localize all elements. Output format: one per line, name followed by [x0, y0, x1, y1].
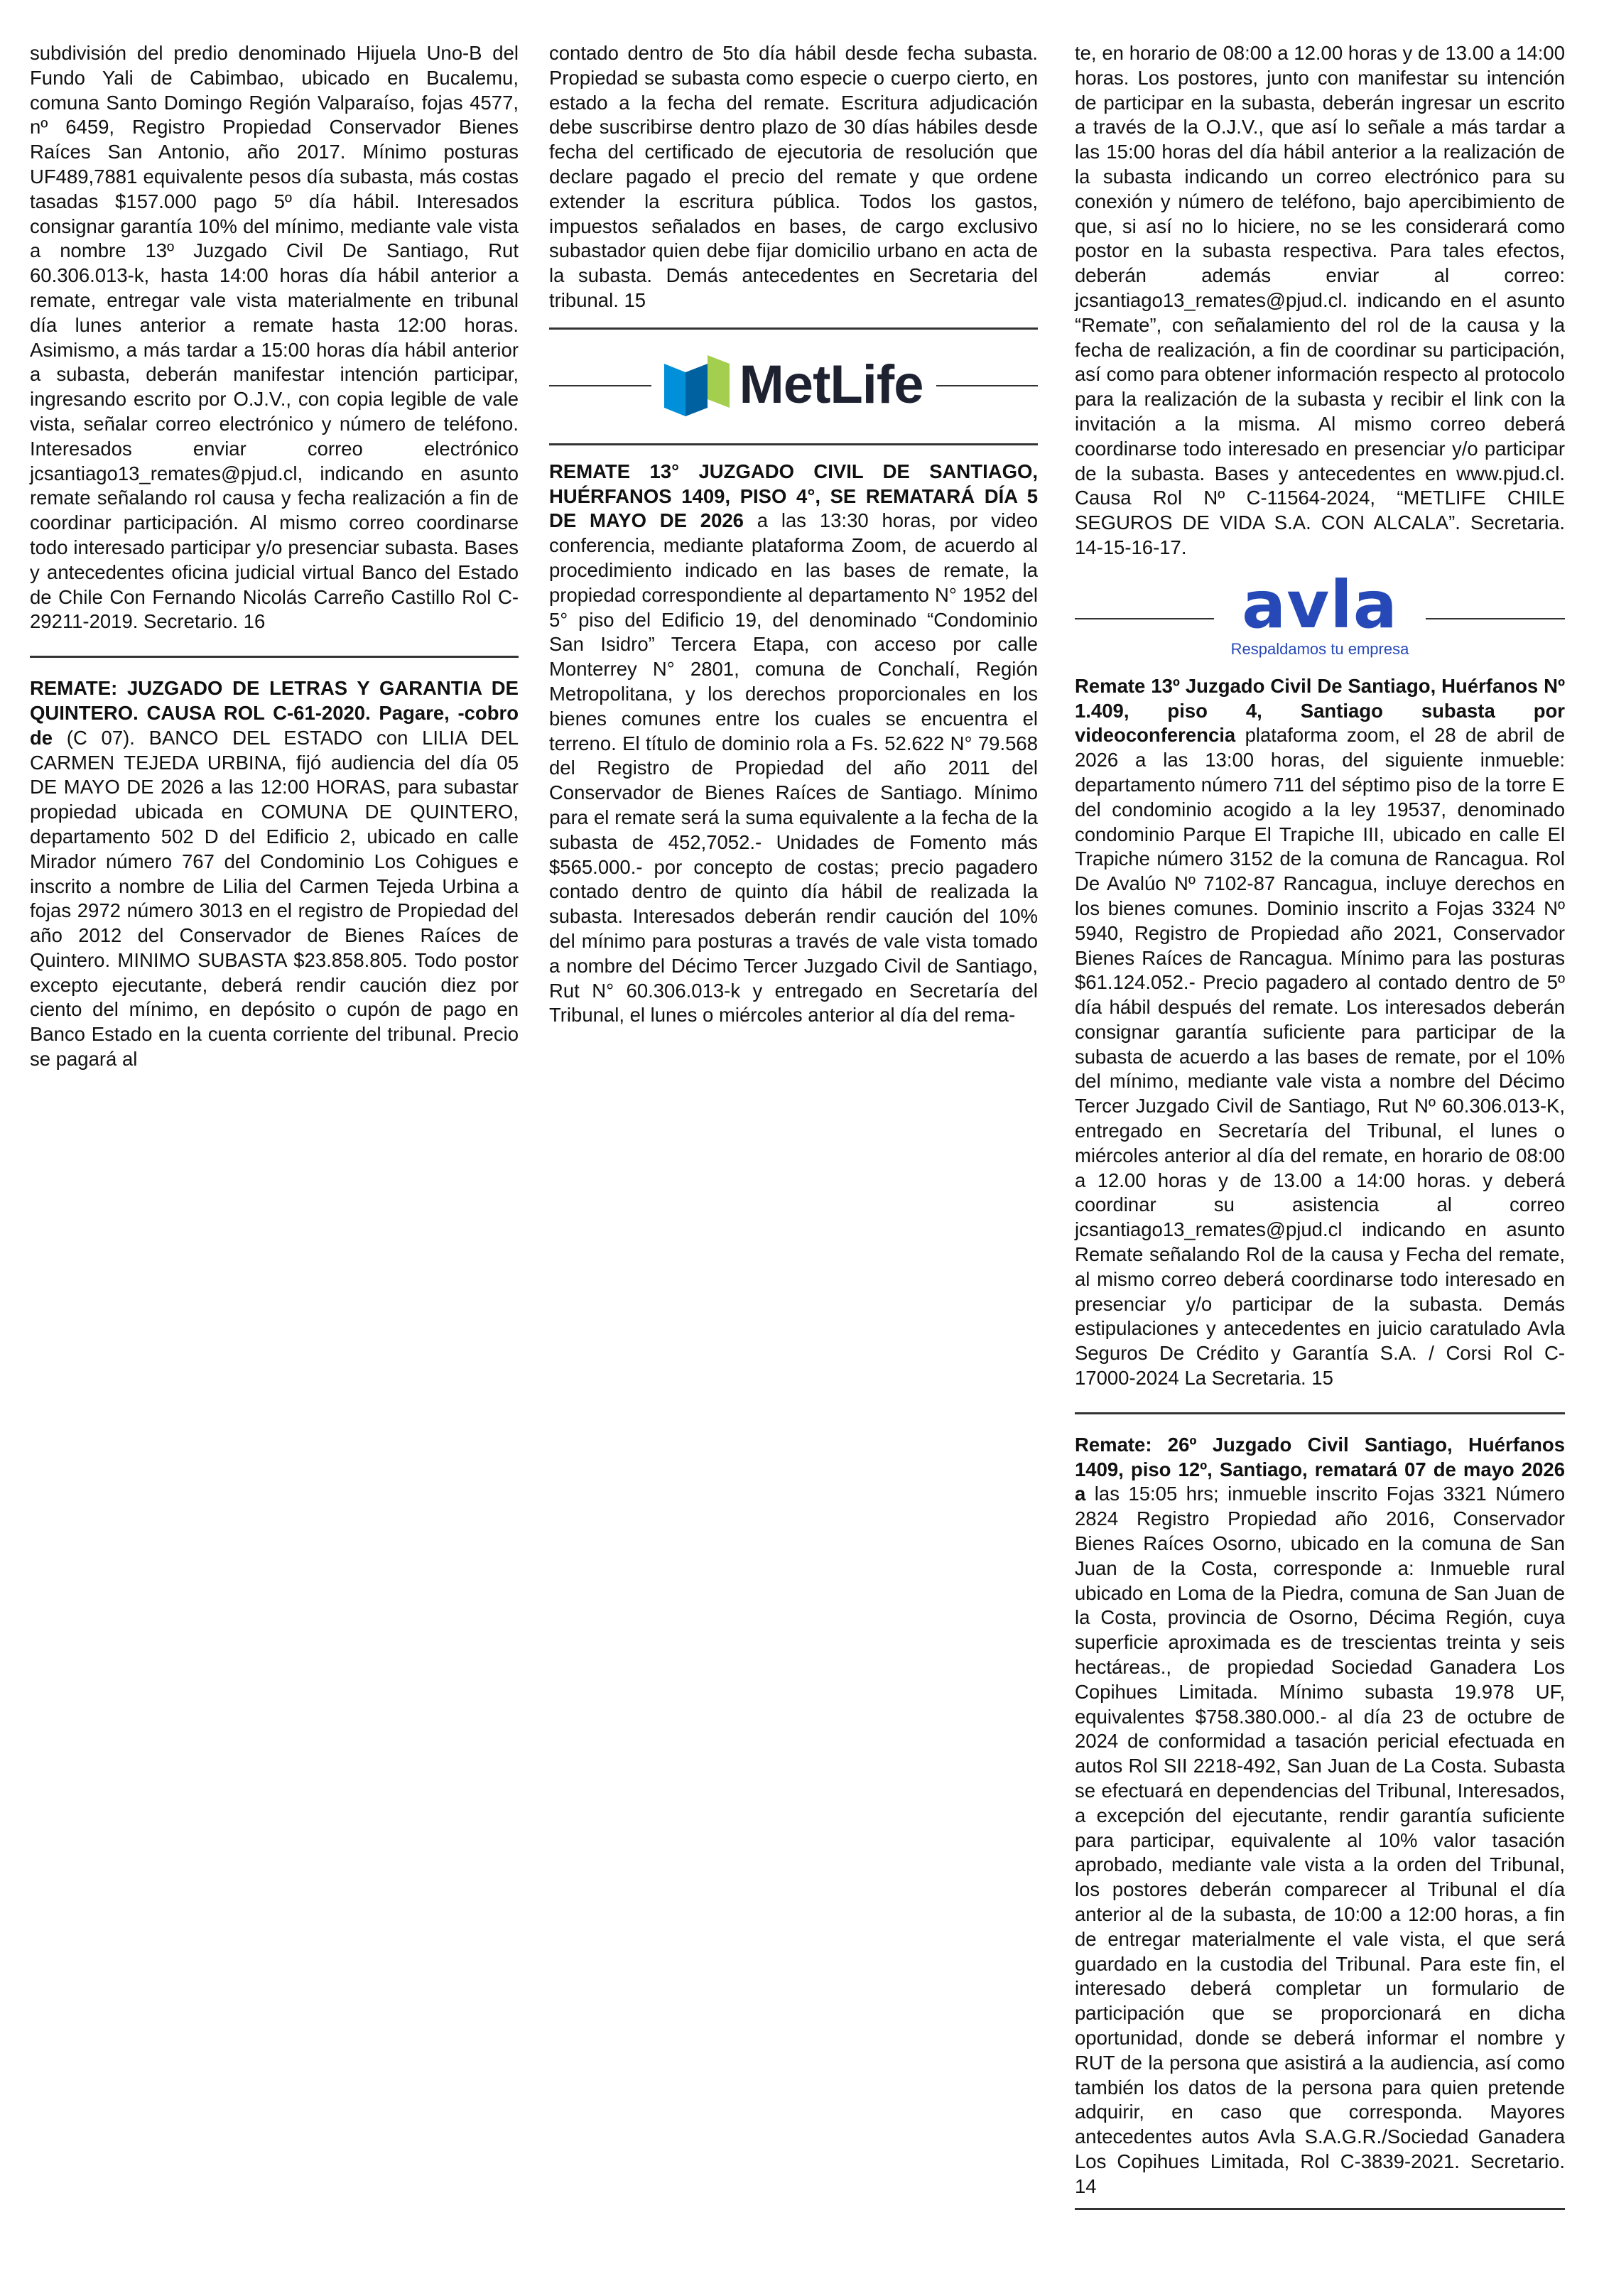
notice-metlife-remate: [549, 460, 1038, 1028]
avla-logo-banner: [1075, 567, 1565, 661]
divider: [549, 443, 1038, 445]
column-2: [549, 41, 1038, 1028]
metlife-mark-icon: [664, 355, 730, 416]
logo-rule-right: [1426, 618, 1565, 619]
notice-subdivision: [30, 41, 519, 634]
notice-text: subdivisión del predio denominado Hijuela Uno-B del Fundo Yali de Cabimbao, ubicado en Bucalemu, comuna Santo Domingo Región Valparaíso, fojas 4577, nº 6459, Registro Propiedad Conservador Bienes Raíces San Antonio, año 2017. Mínimo posturas UF489,7881 equivalente pesos día subasta, más costas tasadas $157.000 pago 5º día hábil. Interesados consignar garantía 10% del mínimo, mediante vale vista a nombre 13º Juzgado Civil De Santiago, Rut 60.306.013-k, hasta 14:00 horas día hábil anterior a remate, entregar vale vista materialmente en tribunal día lunes anterior a remate hasta 12:00 horas. Asimismo, a más tardar a 15:00 horas día hábil anterior a subasta, deberán manifestar intención participar, ingresando escrito por O.J.V., con copia legible de vale vista, señalar correo electrónico y número de teléfono. Interesados enviar correo electrónico jcsantiago13_remates@pjud.cl, indicando en asunto remate señalando rol causa y fecha realización a fin de coordinar participación. Al mismo correo coordinarse todo interesado participar y/o presenciar subasta. Bases y antecedentes oficina judicial virtual Banco del Estado de Chile Con Fernando Nicolás Carreño Castillo Rol C-29211-2019. Secretario. 16: [30, 42, 519, 633]
metlife-logo-banner: [549, 344, 1038, 428]
notice-heading: Remate 13º Juzgado Civil De Santiago, Huérfanos Nº 1.409, piso 4, Santiago subasta por videoconferencia: [1075, 674, 1565, 747]
divider: [1075, 1412, 1565, 1414]
logo-rule-right: [936, 385, 1039, 386]
notice-body: las 15:05 hrs; inmueble inscrito Fojas 3321 Número 2824 Registro Propiedad año 2016, Conservador Bienes Raíces Osorno, ubicado en la comuna de San Juan de la Costa, corresponde a: Inmueble rural ubicado en Loma de la Piedra, comuna de San Juan de la Costa, provincia de Osorno, Décima Región, cuya superficie aproximada es de trescientas treinta y seis hectáreas., de propiedad Sociedad Ganadera Los Copihues Limitada. Mínimo subasta 19.978 UF, equivalentes $758.380.000.- al día 23 de octubre de 2024 de conformidad a tasación pericial efectuada en autos Rol SII 2218-492, San Juan de La Costa. Subasta se efectuará en dependencias del Tribunal, Interesados, a excepción del ejecutante, rendir garantía suficiente para participar, equivalente al 10% valor tasación aprobado, mediante vale vista a la orden del Tribunal, los postores deberán comparecer al Tribunal el día anterior al de la subasta, de 10:00 a 12:00 horas, a fin de entregar materialmente el vale vista, el que será guardado en la custodia del Tribunal. Para este fin, el interesado deberá completar un formulario de participación que se proporcionará en dicha oportunidad, donde se deberá informar el nombre y RUT de la persona que asistirá a la audiencia, así como también los datos de la persona para quien pretende adquirir, en caso que corresponda. Mayores antecedentes autos Avla S.A.G.R./Sociedad Ganadera Los Copihues Limitada, Rol C-3839-2021. Secretario. 14: [1075, 1483, 1565, 2197]
notice-body: plataforma zoom, el 28 de abril de 2026 a las 13:00 horas, del siguiente inmueble: departamento número 711 del séptimo piso de la torre E del condominio acogido a la ley 19537, denominado condominio Parque El Trapiche III, ubicado en calle El Trapiche número 3152 de la comuna de Rancagua. Rol De Avalúo Nº 7102-87 Rancagua, incluye derechos en los bienes comunes. Dominio inscrito a Fojas 3324 Nº 5940, Registro de Propiedad año 2021, Conservador Bienes Raíces de Rancagua. Mínimo para las posturas $61.124.052.- Precio pagadero al contado dentro de 5º día hábil después del remate. Los interesados deberán consignar garantía suficiente para participar de la subasta de acuerdo a las bases de remate, por el 10% del mínimo, mediante vale vista a nombre del Décimo Tercer Juzgado Civil de Santiago, Rut Nº 60.306.013-K, entregado en Secretaría del Tribunal, el lunes o miércoles anterior al día del remate, en horario de 08:00 a 12.00 horas y de 13.00 a 14:00 horas. y deberá coordinar su asistencia al correo jcsantiago13_remates@pjud.cl indicando en asunto Remate señalando Rol de la causa y Fecha del remate, al mismo correo deberá coordinarse todo interesado en presenciar y/o participar de la subasta. Demás estipulaciones y antecedentes en juicio caratulado Avla Seguros De Crédito y Garantía S.A. / Corsi Rol C-17000-2024 La Secretaria. 15: [1075, 724, 1565, 1390]
notice-heading: Remate: 26º Juzgado Civil Santiago, Huérfanos 1409, piso 12º, Santiago, rematará 07 de mayo 2026 a: [1075, 1433, 1565, 1505]
notice-text: contado dentro de 5to día hábil desde fecha subasta. Propiedad se subasta como especie o cuerpo cierto, en estado a la fecha del remate. Escritura adjudicación debe suscribirse dentro plazo de 30 días hábiles desde fecha del certificado de ejecutoria de resolución que declare pagado el precio del remate y que ordene extender la escritura pública. Todos los gastos, impuestos señalados en bases, de cargo exclusivo subastador quien debe fijar domicilio urbano en acta de la subasta. Demás antecedentes en Secretaria del tribunal. 15: [549, 42, 1038, 311]
metlife-wordmark: MetLife: [739, 354, 923, 416]
notice-text: [549, 460, 1038, 1028]
notice-quintero: [30, 676, 519, 1072]
notice-heading: REMATE 13° JUZGADO CIVIL DE SANTIAGO, HUÉRFANOS 1409, PISO 4°, SE REMATARÁ DÍA 5 DE MAYO DE 2026: [549, 460, 1038, 532]
avla-logo: [1230, 567, 1409, 662]
logo-rule-left: [549, 385, 651, 386]
divider: [30, 656, 519, 658]
logo-rule-left: [1075, 618, 1214, 619]
column-1: [30, 41, 519, 1072]
notice-text: [1075, 1433, 1565, 2199]
divider: [549, 327, 1038, 330]
avla-wordmark: avla: [1242, 567, 1398, 644]
divider: [1075, 2208, 1565, 2210]
notice-avla-remate: [1075, 674, 1565, 1391]
notice-text: [1075, 674, 1565, 1391]
metlife-logo: [664, 355, 923, 416]
avla-tagline: Respaldamos tu empresa: [1230, 640, 1409, 659]
column-3: [1075, 41, 1565, 2210]
notice-body: (C 07). BANCO DEL ESTADO con LILIA DEL CARMEN TEJEDA URBINA, fijó audiencia del día 05 DE MAYO DE 2026 a las 12:00 HORAS, para subastar propiedad ubicada en COMUNA DE QUINTERO, departamento 502 D del Edificio 2, ubicado en calle Mirador número 767 del Condominio Los Cohigues e inscrito a nombre de Lilia del Carmen Tejeda Urbina a fojas 2972 número 3013 en el registro de Propiedad del año 2012 del Conservador de Bienes Raíces de Quintero. MINIMO SUBASTA $23.858.805. Todo postor excepto ejecutante, deberá rendir caución diez por ciento del mínimo, en depósito o cupón de pago en Banco Estado en la cuenta corriente del tribunal. Precio se pagará al: [30, 726, 519, 1071]
notice-text: [30, 676, 519, 1072]
notice-continuation: [549, 41, 1038, 313]
notice-osorno-remate: [1075, 1433, 1565, 2199]
notice-continuation: [1075, 41, 1565, 561]
notice-text: te, en horario de 08:00 a 12.00 horas y de 13.00 a 14:00 horas. Los postores, junto con manifestar su intención de participar en la subasta, deberán ingresar un escrito a través de la O.J.V., que así lo señale a más tardar a las 15:00 horas del día hábil anterior a la realización de la subasta indicando un correo electrónico para su conexión y número de teléfono, bajo apercibimiento de que, si así no lo hiciere, no se les considerará como postor en la subasta respectiva. Para tales efectos, deberán además enviar al correo: jcsantiago13_remates@pjud.cl. indicando en el asunto “Remate”, con señalamiento del rol de la causa y la fecha de realización, a fin de coordinar su participación, así como para obtener información respecto al protocolo para la realización de la subasta y recibir el link con la invitación a la misma. Al mismo correo deberá coordinarse todo interesado en presenciar y/o participar de la subasta. Bases y antecedentes en www.pjud.cl. Causa Rol Nº C-11564-2024, “METLIFE CHILE SEGUROS DE VIDA S.A. CON ALCALA”. Secretaria. 14-15-16-17.: [1075, 42, 1565, 558]
notice-body: a las 13:30 horas, por video conferencia, mediante plataforma Zoom, de acuerdo al procedimiento indicado en las bases de remate, la propiedad correspondiente al departamento N° 1952 del 5° piso del Edificio 19, del denominado “Condominio San Isidro” Tercera Etapa, con acceso por calle Monterrey N° 2801, comuna de Conchalí, Región Metropolitana, y los derechos proporcionales en los bienes comunes entre los cuales se encuentra el terreno. El título de dominio rola a Fs. 52.622 N° 79.568 del Registro de Propiedad del año 2011 del Conservador de Bienes Raíces de Santiago. Mínimo para el remate será la suma equivalente a la fecha de la subasta de 452,7052.- Unidades de Fomento más $565.000.- por concepto de costas; precio pagadero contado dentro de quinto día hábil de realizada la subasta. Interesados deberán rendir caución del 10% del mínimo para posturas a través de vale vista tomado a nombre del Décimo Tercer Juzgado Civil de Santiago, Rut N° 60.306.013-k y entregado en Secretaría del Tribunal, el lunes o miércoles anterior al día del rema-: [549, 509, 1039, 1027]
notice-heading: REMATE: JUZGADO DE LETRAS Y GARANTIA DE QUINTERO. CAUSA ROL C-61-2020. Pagare, -cobro de: [30, 677, 519, 749]
